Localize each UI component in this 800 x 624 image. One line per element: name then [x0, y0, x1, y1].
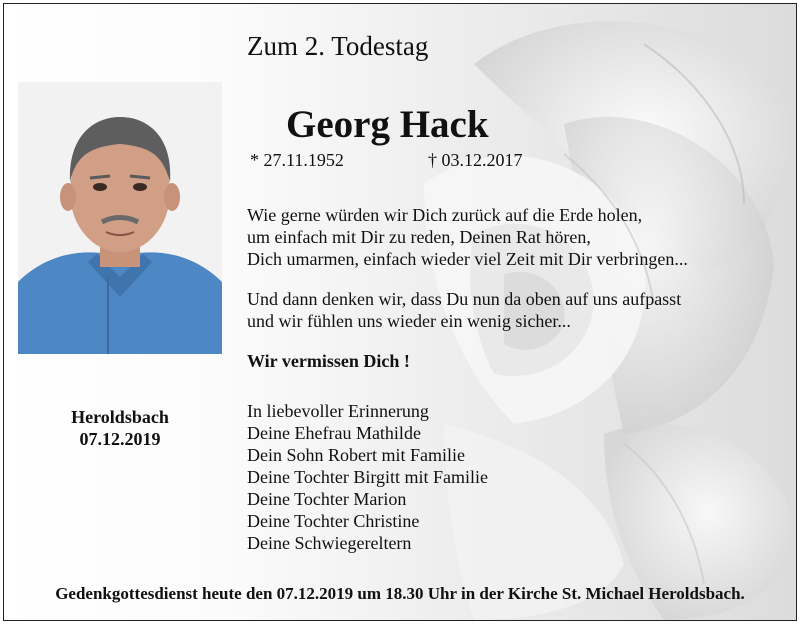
birth-date: * 27.11.1952: [250, 150, 344, 170]
mourner-line: Deine Tochter Christine: [247, 511, 420, 531]
mourner-line: Deine Ehefrau Mathilde: [247, 423, 421, 443]
mourner-line: Deine Tochter Birgitt mit Familie: [247, 467, 489, 487]
poem-line: Und dann denken wir, dass Du nun da oben auf uns aufpasst: [247, 289, 682, 309]
place-text: Heroldsbach: [71, 407, 169, 427]
poem-line: Wie gerne würden wir Dich zurück auf die Erde holen,: [247, 205, 643, 225]
mourner-line: Deine Schwiegereltern: [247, 533, 412, 553]
service-announcement: Gedenkgottesdienst heute den 07.12.2019 um 18.30 Uhr in der Kirche St. Michael Heroldsbach.: [55, 584, 745, 603]
obituary-card: [3, 3, 797, 621]
mourner-line: Dein Sohn Robert mit Familie: [247, 445, 465, 465]
mourner-line: In liebevoller Erinnerung: [247, 401, 429, 421]
mourner-line: Deine Tochter Marion: [247, 489, 407, 509]
poem-line: und wir fühlen uns wieder ein wenig sicher...: [247, 311, 571, 331]
date-text: 07.12.2019: [79, 429, 161, 449]
portrait-photo: [18, 82, 222, 354]
poem-line: Dich umarmen, einfach wieder viel Zeit mit Dir verbringen...: [247, 249, 688, 269]
place-date-block: [18, 406, 222, 450]
death-date: † 03.12.2017: [428, 150, 523, 170]
anniversary-heading: Zum 2. Todestag: [247, 31, 429, 61]
memorial-text: [247, 204, 787, 554]
deceased-name: Georg Hack: [286, 103, 489, 146]
miss-you-line: Wir vermissen Dich !: [247, 351, 410, 371]
poem-line: um einfach mit Dir zu reden, Deinen Rat hören,: [247, 227, 591, 247]
